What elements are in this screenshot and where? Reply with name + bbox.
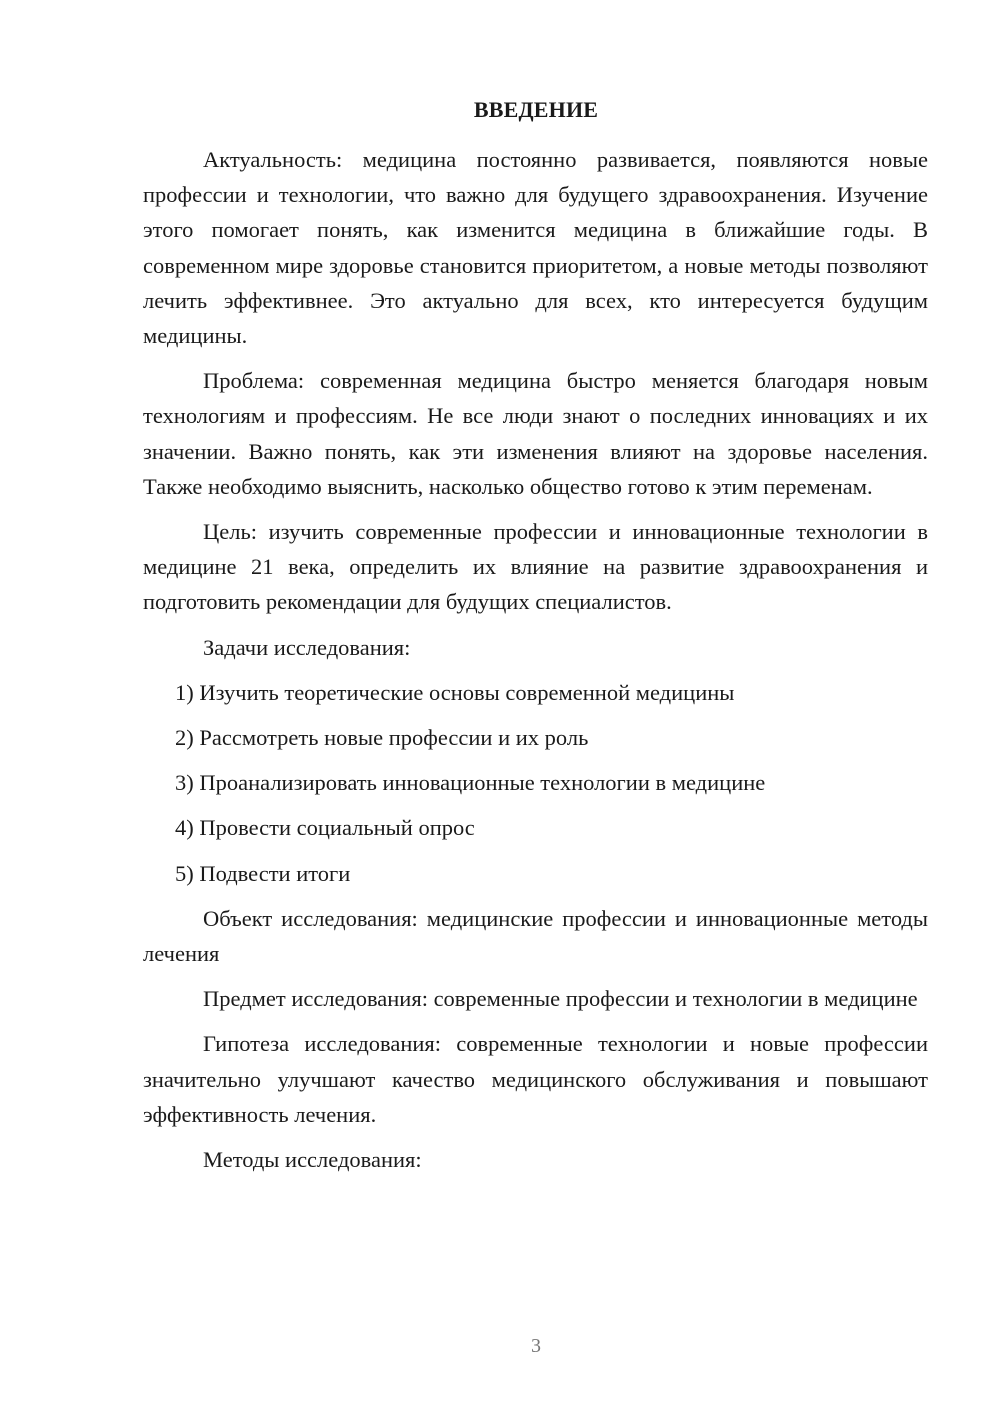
methods-title: Методы исследования:	[203, 1147, 422, 1173]
page-number: 3	[531, 1335, 541, 1357]
subject-paragraph: Предмет исследования: современные профессии и технологии в медицине	[203, 986, 918, 1012]
list-item: 5) Подвести итоги	[175, 860, 351, 886]
tasks-title: Задачи исследования:	[203, 634, 411, 660]
document-body	[143, 142, 928, 1187]
problem-paragraph: Проблема: современная медицина быстро меняется благодаря новым технологиям и профессиям. Не все люди знают о последних инновациях и их значении. Важно понять, как эти изменения влияют на здоровье населения. Также необходимо выяснить, насколько общество готово к этим переменам.	[143, 368, 928, 499]
task-list	[143, 675, 928, 891]
list-item: 3) Проанализировать инновационные технологии в медицине	[175, 770, 766, 796]
relevance-paragraph: Актуальность: медицина постоянно развивается, появляются новые профессии и технологии, что важно для будущего здравоохранения. Изучение этого помогает понять, как изменится медицина в ближайшие годы. В современном мире здоровье становится приоритетом, а новые методы позволяют лечить эффективнее. Это актуально для всех, кто интересуется будущим медицины.	[143, 147, 928, 349]
hypothesis-paragraph: Гипотеза исследования: современные технологии и новые профессии значительно улучшают качество медицинского обслуживания и повышают эффективность лечения.	[143, 1031, 928, 1127]
object-paragraph: Объект исследования: медицинские профессии и инновационные методы лечения	[143, 905, 928, 967]
section-heading: ВВЕДЕНИЕ	[473, 97, 599, 122]
list-item: 4) Провести социальный опрос	[175, 815, 475, 841]
goal-paragraph: Цель: изучить современные профессии и инновационные технологии в медицине 21 века, определить их влияние на развитие здравоохранения и подготовить рекомендации для будущих специалистов.	[143, 519, 928, 615]
list-item: 2) Рассмотреть новые профессии и их роль	[175, 725, 589, 751]
list-item: 1) Изучить теоретические основы современной медицины	[175, 679, 735, 705]
